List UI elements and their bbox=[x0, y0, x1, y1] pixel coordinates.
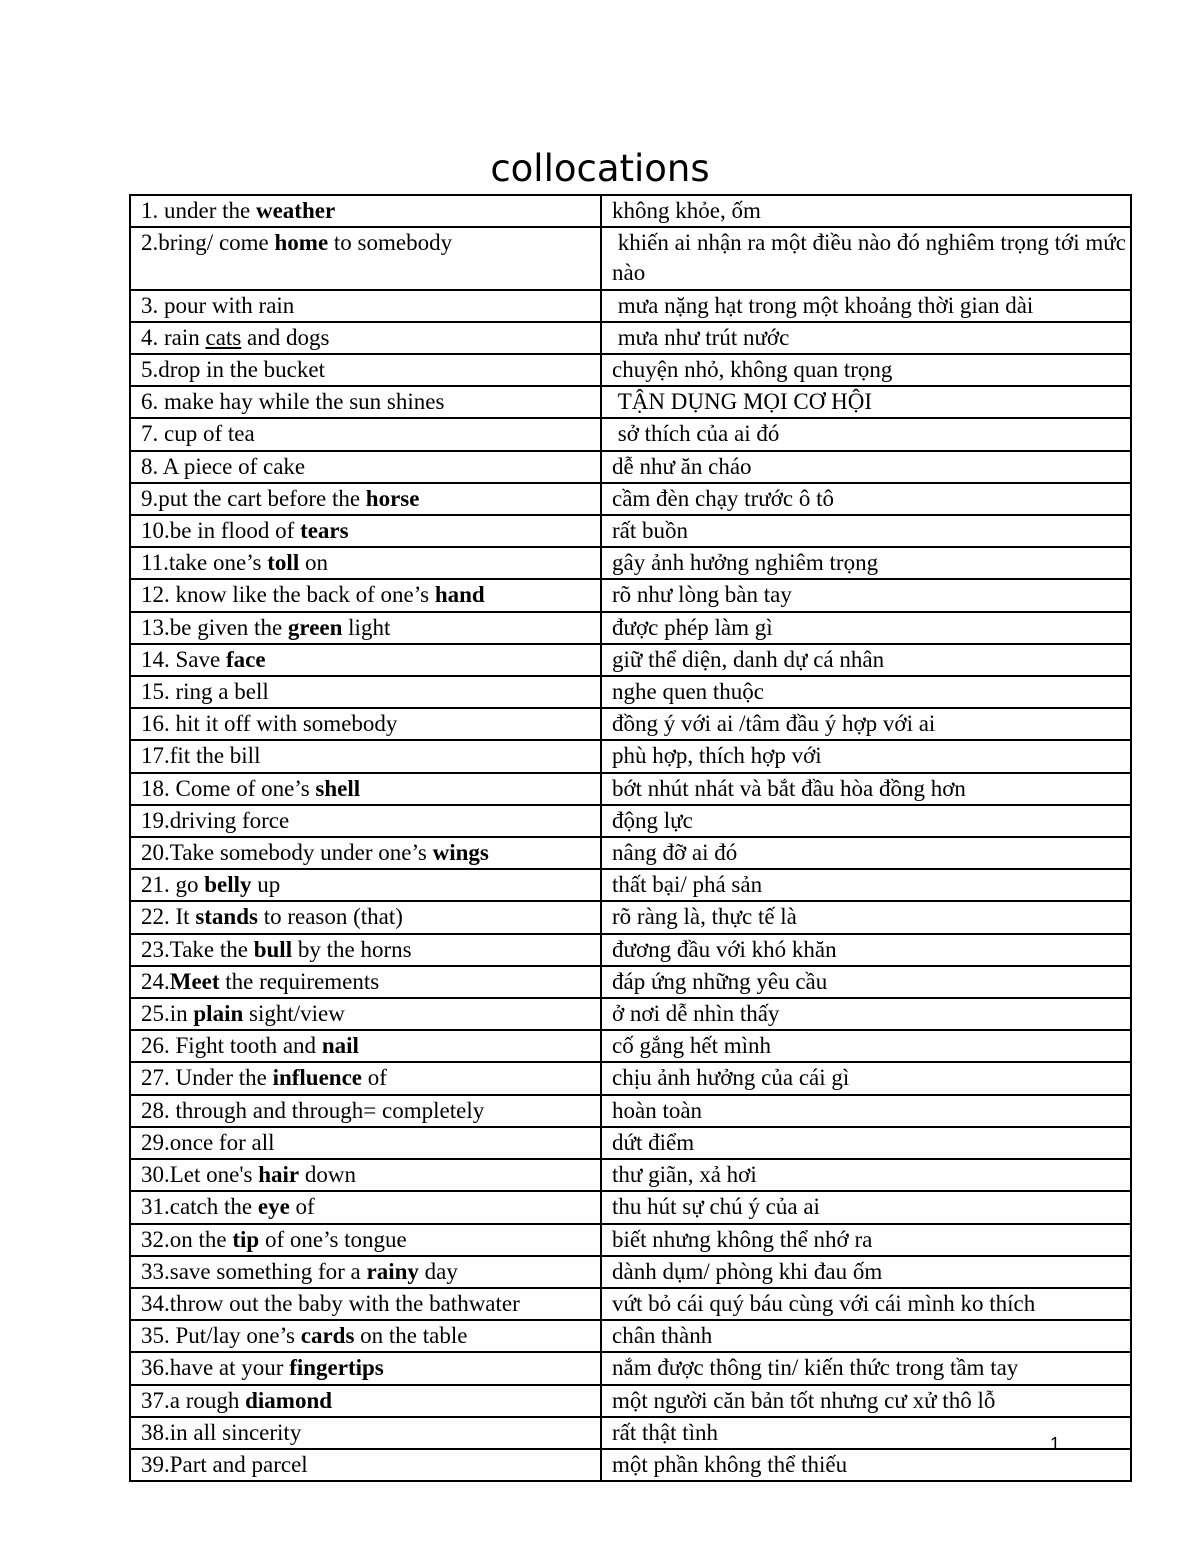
collocation-meaning: rõ như lòng bàn tay bbox=[601, 579, 1131, 611]
collocation-term bbox=[130, 676, 601, 708]
collocation-term bbox=[130, 1320, 601, 1352]
collocation-meaning: nâng đỡ ai đó bbox=[601, 837, 1131, 869]
collocation-term bbox=[130, 483, 601, 515]
collocation-meaning: ở nơi dễ nhìn thấy bbox=[601, 998, 1131, 1030]
term-text: 3. pour with rain bbox=[141, 292, 295, 318]
collocation-meaning: động lực bbox=[601, 805, 1131, 837]
collocation-meaning: hoàn toàn bbox=[601, 1095, 1131, 1127]
collocations-table-body bbox=[130, 195, 1131, 1481]
collocation-term bbox=[130, 966, 601, 998]
term-keyword: hand bbox=[434, 582, 485, 608]
collocation-term bbox=[130, 1062, 601, 1094]
term-keyword: belly bbox=[204, 872, 252, 898]
term-text: 14. Save bbox=[141, 646, 226, 672]
table-row bbox=[130, 451, 1131, 483]
term-keyword: shell bbox=[315, 775, 361, 801]
collocation-term bbox=[130, 934, 601, 966]
collocation-term bbox=[130, 1449, 601, 1481]
collocation-term bbox=[130, 1256, 601, 1288]
term-text: of bbox=[289, 1194, 315, 1220]
table-row bbox=[130, 290, 1131, 322]
term-text: 37.a rough bbox=[141, 1387, 246, 1413]
collocation-meaning: đáp ứng những yêu cầu bbox=[601, 966, 1131, 998]
collocation-term bbox=[130, 547, 601, 579]
collocation-term bbox=[130, 1352, 601, 1384]
term-text: 36.have at your bbox=[141, 1355, 290, 1381]
term-keyword: fingertips bbox=[289, 1355, 384, 1381]
term-text: 31.catch the bbox=[141, 1194, 258, 1220]
collocation-term bbox=[130, 1127, 601, 1159]
table-row bbox=[130, 1320, 1131, 1352]
table-row bbox=[130, 1030, 1131, 1062]
table-row bbox=[130, 1417, 1131, 1449]
term-keyword: hair bbox=[258, 1162, 300, 1188]
collocation-meaning: nghe quen thuộc bbox=[601, 676, 1131, 708]
term-text: 20.Take somebody under one’s bbox=[141, 840, 433, 866]
term-keyword: rainy bbox=[366, 1258, 419, 1284]
collocation-meaning: bớt nhút nhát và bắt đầu hòa đồng hơn bbox=[601, 773, 1131, 805]
collocation-meaning: đồng ý với ai /tâm đầu ý hợp với ai bbox=[601, 708, 1131, 740]
collocation-term bbox=[130, 708, 601, 740]
term-text: 33.save something for a bbox=[141, 1258, 367, 1284]
collocation-meaning: thu hút sự chú ý của ai bbox=[601, 1191, 1131, 1223]
term-keyword: green bbox=[287, 614, 343, 640]
collocation-meaning: phù hợp, thích hợp với bbox=[601, 740, 1131, 772]
collocation-meaning: mưa nặng hạt trong một khoảng thời gian dài bbox=[601, 290, 1131, 322]
collocation-term bbox=[130, 386, 601, 418]
collocation-meaning: vứt bỏ cái quý báu cùng với cái mình ko thích bbox=[601, 1288, 1131, 1320]
term-text: of one’s tongue bbox=[259, 1226, 407, 1252]
term-text: light bbox=[342, 614, 391, 640]
collocation-term bbox=[130, 612, 601, 644]
collocation-meaning: TẬN DỤNG MỌI CƠ HỘI bbox=[601, 386, 1131, 418]
table-row bbox=[130, 547, 1131, 579]
collocation-meaning: dứt điểm bbox=[601, 1127, 1131, 1159]
term-text: 35. Put/lay one’s bbox=[141, 1323, 301, 1349]
table-row bbox=[130, 354, 1131, 386]
term-text: 32.on the bbox=[141, 1226, 233, 1252]
term-text: 2.bring/ come bbox=[141, 230, 275, 256]
term-keyword: eye bbox=[257, 1194, 290, 1220]
collocation-meaning: giữ thể diện, danh dự cá nhân bbox=[601, 644, 1131, 676]
term-keyword: toll bbox=[267, 550, 300, 576]
collocation-term bbox=[130, 998, 601, 1030]
term-keyword: wings bbox=[432, 840, 489, 866]
term-text: 26. Fight tooth and bbox=[141, 1033, 322, 1059]
term-text: 18. Come of one’s bbox=[141, 775, 316, 801]
collocation-term bbox=[130, 451, 601, 483]
collocation-term bbox=[130, 418, 601, 450]
term-text: 34.throw out the baby with the bathwater bbox=[141, 1290, 520, 1316]
term-text: 27. Under the bbox=[141, 1065, 273, 1091]
term-text: 22. It bbox=[141, 904, 196, 930]
table-row bbox=[130, 1288, 1131, 1320]
term-keyword: influence bbox=[272, 1065, 363, 1091]
term-text: 8. A piece of cake bbox=[141, 453, 306, 479]
collocation-meaning: rõ ràng là, thực tế là bbox=[601, 901, 1131, 933]
collocation-term bbox=[130, 227, 601, 289]
term-keyword: plain bbox=[193, 1001, 244, 1027]
collocation-meaning: được phép làm gì bbox=[601, 612, 1131, 644]
collocation-meaning: rất buồn bbox=[601, 515, 1131, 547]
table-row bbox=[130, 227, 1131, 289]
collocation-term bbox=[130, 869, 601, 901]
term-text: 10.be in flood of bbox=[141, 518, 301, 544]
table-row bbox=[130, 934, 1131, 966]
collocation-term bbox=[130, 805, 601, 837]
term-keyword: tears bbox=[300, 518, 349, 544]
table-row bbox=[130, 805, 1131, 837]
term-text: 12. know like the back of one’s bbox=[141, 582, 435, 608]
term-text: 9.put the cart before the bbox=[141, 485, 366, 511]
term-text: 5.drop in the bucket bbox=[141, 357, 325, 383]
term-text: 7. cup of tea bbox=[141, 421, 255, 447]
collocation-meaning: một người căn bản tốt nhưng cư xử thô lỗ bbox=[601, 1385, 1131, 1417]
collocation-meaning: nắm được thông tin/ kiến thức trong tầm tay bbox=[601, 1352, 1131, 1384]
table-row bbox=[130, 418, 1131, 450]
collocation-meaning: mưa như trút nước bbox=[601, 322, 1131, 354]
collocation-meaning: thư giãn, xả hơi bbox=[601, 1159, 1131, 1191]
page-title: collocations bbox=[490, 147, 710, 190]
table-row bbox=[130, 837, 1131, 869]
collocation-meaning: chân thành bbox=[601, 1320, 1131, 1352]
table-row bbox=[130, 998, 1131, 1030]
collocation-meaning: dành dụm/ phòng khi đau ốm bbox=[601, 1256, 1131, 1288]
table-row bbox=[130, 1095, 1131, 1127]
term-text: on bbox=[299, 550, 328, 576]
term-text: by the horns bbox=[292, 936, 412, 962]
term-text: 39.Part and parcel bbox=[141, 1451, 308, 1477]
collocation-term bbox=[130, 837, 601, 869]
term-text: day bbox=[418, 1258, 458, 1284]
table-row bbox=[130, 1385, 1131, 1417]
term-text: 25.in bbox=[141, 1001, 194, 1027]
collocation-meaning: gây ảnh hưởng nghiêm trọng bbox=[601, 547, 1131, 579]
term-keyword: cards bbox=[300, 1323, 355, 1349]
table-row bbox=[130, 869, 1131, 901]
term-text: 23.Take the bbox=[141, 936, 254, 962]
table-row bbox=[130, 1256, 1131, 1288]
term-keyword: stands bbox=[195, 904, 258, 930]
table-row bbox=[130, 515, 1131, 547]
term-text: 19.driving force bbox=[141, 807, 290, 833]
term-keyword: horse bbox=[365, 485, 420, 511]
term-keyword: bull bbox=[253, 936, 293, 962]
collocation-meaning: dễ như ăn cháo bbox=[601, 451, 1131, 483]
collocation-term bbox=[130, 1030, 601, 1062]
collocation-term bbox=[130, 773, 601, 805]
term-keyword: tip bbox=[232, 1226, 260, 1252]
table-row bbox=[130, 195, 1131, 227]
term-text: 17.fit the bill bbox=[141, 743, 261, 769]
collocation-term bbox=[130, 644, 601, 676]
collocation-term bbox=[130, 579, 601, 611]
collocation-meaning: một phần không thể thiếu bbox=[601, 1449, 1131, 1481]
term-text: 1. under the bbox=[141, 198, 256, 223]
term-keyword: nail bbox=[321, 1033, 359, 1059]
term-text: to somebody bbox=[328, 230, 453, 256]
table-row bbox=[130, 1191, 1131, 1223]
table-row bbox=[130, 386, 1131, 418]
collocation-term bbox=[130, 901, 601, 933]
collocation-meaning: biết nhưng không thể nhớ ra bbox=[601, 1224, 1131, 1256]
table-row bbox=[130, 676, 1131, 708]
table-row bbox=[130, 612, 1131, 644]
collocation-term bbox=[130, 1288, 601, 1320]
collocation-term bbox=[130, 1095, 601, 1127]
collocation-term bbox=[130, 515, 601, 547]
term-text: cats bbox=[205, 324, 242, 350]
table-row bbox=[130, 740, 1131, 772]
page-number: 1 bbox=[1049, 1434, 1060, 1454]
table-row bbox=[130, 1062, 1131, 1094]
term-text: 6. make hay while the sun shines bbox=[141, 389, 445, 415]
table-row bbox=[130, 773, 1131, 805]
table-row bbox=[130, 1352, 1131, 1384]
collocation-meaning: khiến ai nhận ra một điều nào đó nghiêm trọng tới mức nào bbox=[601, 227, 1131, 289]
collocation-meaning: chuyện nhỏ, không quan trọng bbox=[601, 354, 1131, 386]
table-row bbox=[130, 1224, 1131, 1256]
table-row bbox=[130, 901, 1131, 933]
term-text: 15. ring a bell bbox=[141, 679, 269, 705]
term-text: to reason (that) bbox=[257, 904, 403, 930]
term-text: the requirements bbox=[219, 968, 380, 994]
term-text: down bbox=[299, 1162, 356, 1188]
collocation-meaning: sở thích của ai đó bbox=[601, 418, 1131, 450]
table-row bbox=[130, 966, 1131, 998]
collocation-term bbox=[130, 1224, 601, 1256]
table-row bbox=[130, 322, 1131, 354]
term-text: 28. through and through= completely bbox=[141, 1097, 485, 1123]
term-text: and dogs bbox=[241, 324, 330, 350]
table-row bbox=[130, 708, 1131, 740]
term-keyword: weather bbox=[255, 198, 336, 223]
collocation-meaning: cầm đèn chạy trước ô tô bbox=[601, 483, 1131, 515]
collocation-meaning: không khỏe, ốm bbox=[601, 195, 1131, 227]
term-text: sight/view bbox=[243, 1001, 345, 1027]
collocation-term bbox=[130, 1191, 601, 1223]
term-text: 24. bbox=[141, 968, 170, 994]
term-keyword: diamond bbox=[245, 1387, 333, 1413]
term-text: 4. rain bbox=[141, 324, 206, 350]
collocation-meaning: thất bại/ phá sản bbox=[601, 869, 1131, 901]
table-row bbox=[130, 483, 1131, 515]
term-keyword: home bbox=[274, 230, 329, 256]
collocation-term bbox=[130, 1385, 601, 1417]
term-text: up bbox=[251, 872, 281, 898]
term-text: 29.once for all bbox=[141, 1129, 275, 1155]
table-row bbox=[130, 1127, 1131, 1159]
collocation-term bbox=[130, 1417, 601, 1449]
collocation-meaning: chịu ảnh hưởng của cái gì bbox=[601, 1062, 1131, 1094]
term-text: 16. hit it off with somebody bbox=[141, 711, 398, 737]
table-row bbox=[130, 1159, 1131, 1191]
collocation-meaning: cố gắng hết mình bbox=[601, 1030, 1131, 1062]
term-text: 38.in all sincerity bbox=[141, 1419, 302, 1445]
term-text: on the table bbox=[354, 1323, 468, 1349]
table-row bbox=[130, 579, 1131, 611]
collocation-term bbox=[130, 195, 601, 227]
term-text: 11.take one’s bbox=[141, 550, 268, 576]
term-text: 30.Let one's bbox=[141, 1162, 259, 1188]
collocation-term bbox=[130, 354, 601, 386]
collocation-meaning: đương đầu với khó khăn bbox=[601, 934, 1131, 966]
collocation-term bbox=[130, 1159, 601, 1191]
term-text: 21. go bbox=[141, 872, 205, 898]
table-row bbox=[130, 644, 1131, 676]
collocation-meaning: rất thật tình bbox=[601, 1417, 1131, 1449]
collocation-term bbox=[130, 290, 601, 322]
term-keyword: Meet bbox=[169, 968, 220, 994]
term-text: 13.be given the bbox=[141, 614, 288, 640]
term-keyword: face bbox=[225, 646, 266, 672]
collocations-table bbox=[129, 194, 1132, 1482]
table-row bbox=[130, 1449, 1131, 1481]
collocation-term bbox=[130, 740, 601, 772]
collocation-term bbox=[130, 322, 601, 354]
term-text: of bbox=[362, 1065, 387, 1091]
